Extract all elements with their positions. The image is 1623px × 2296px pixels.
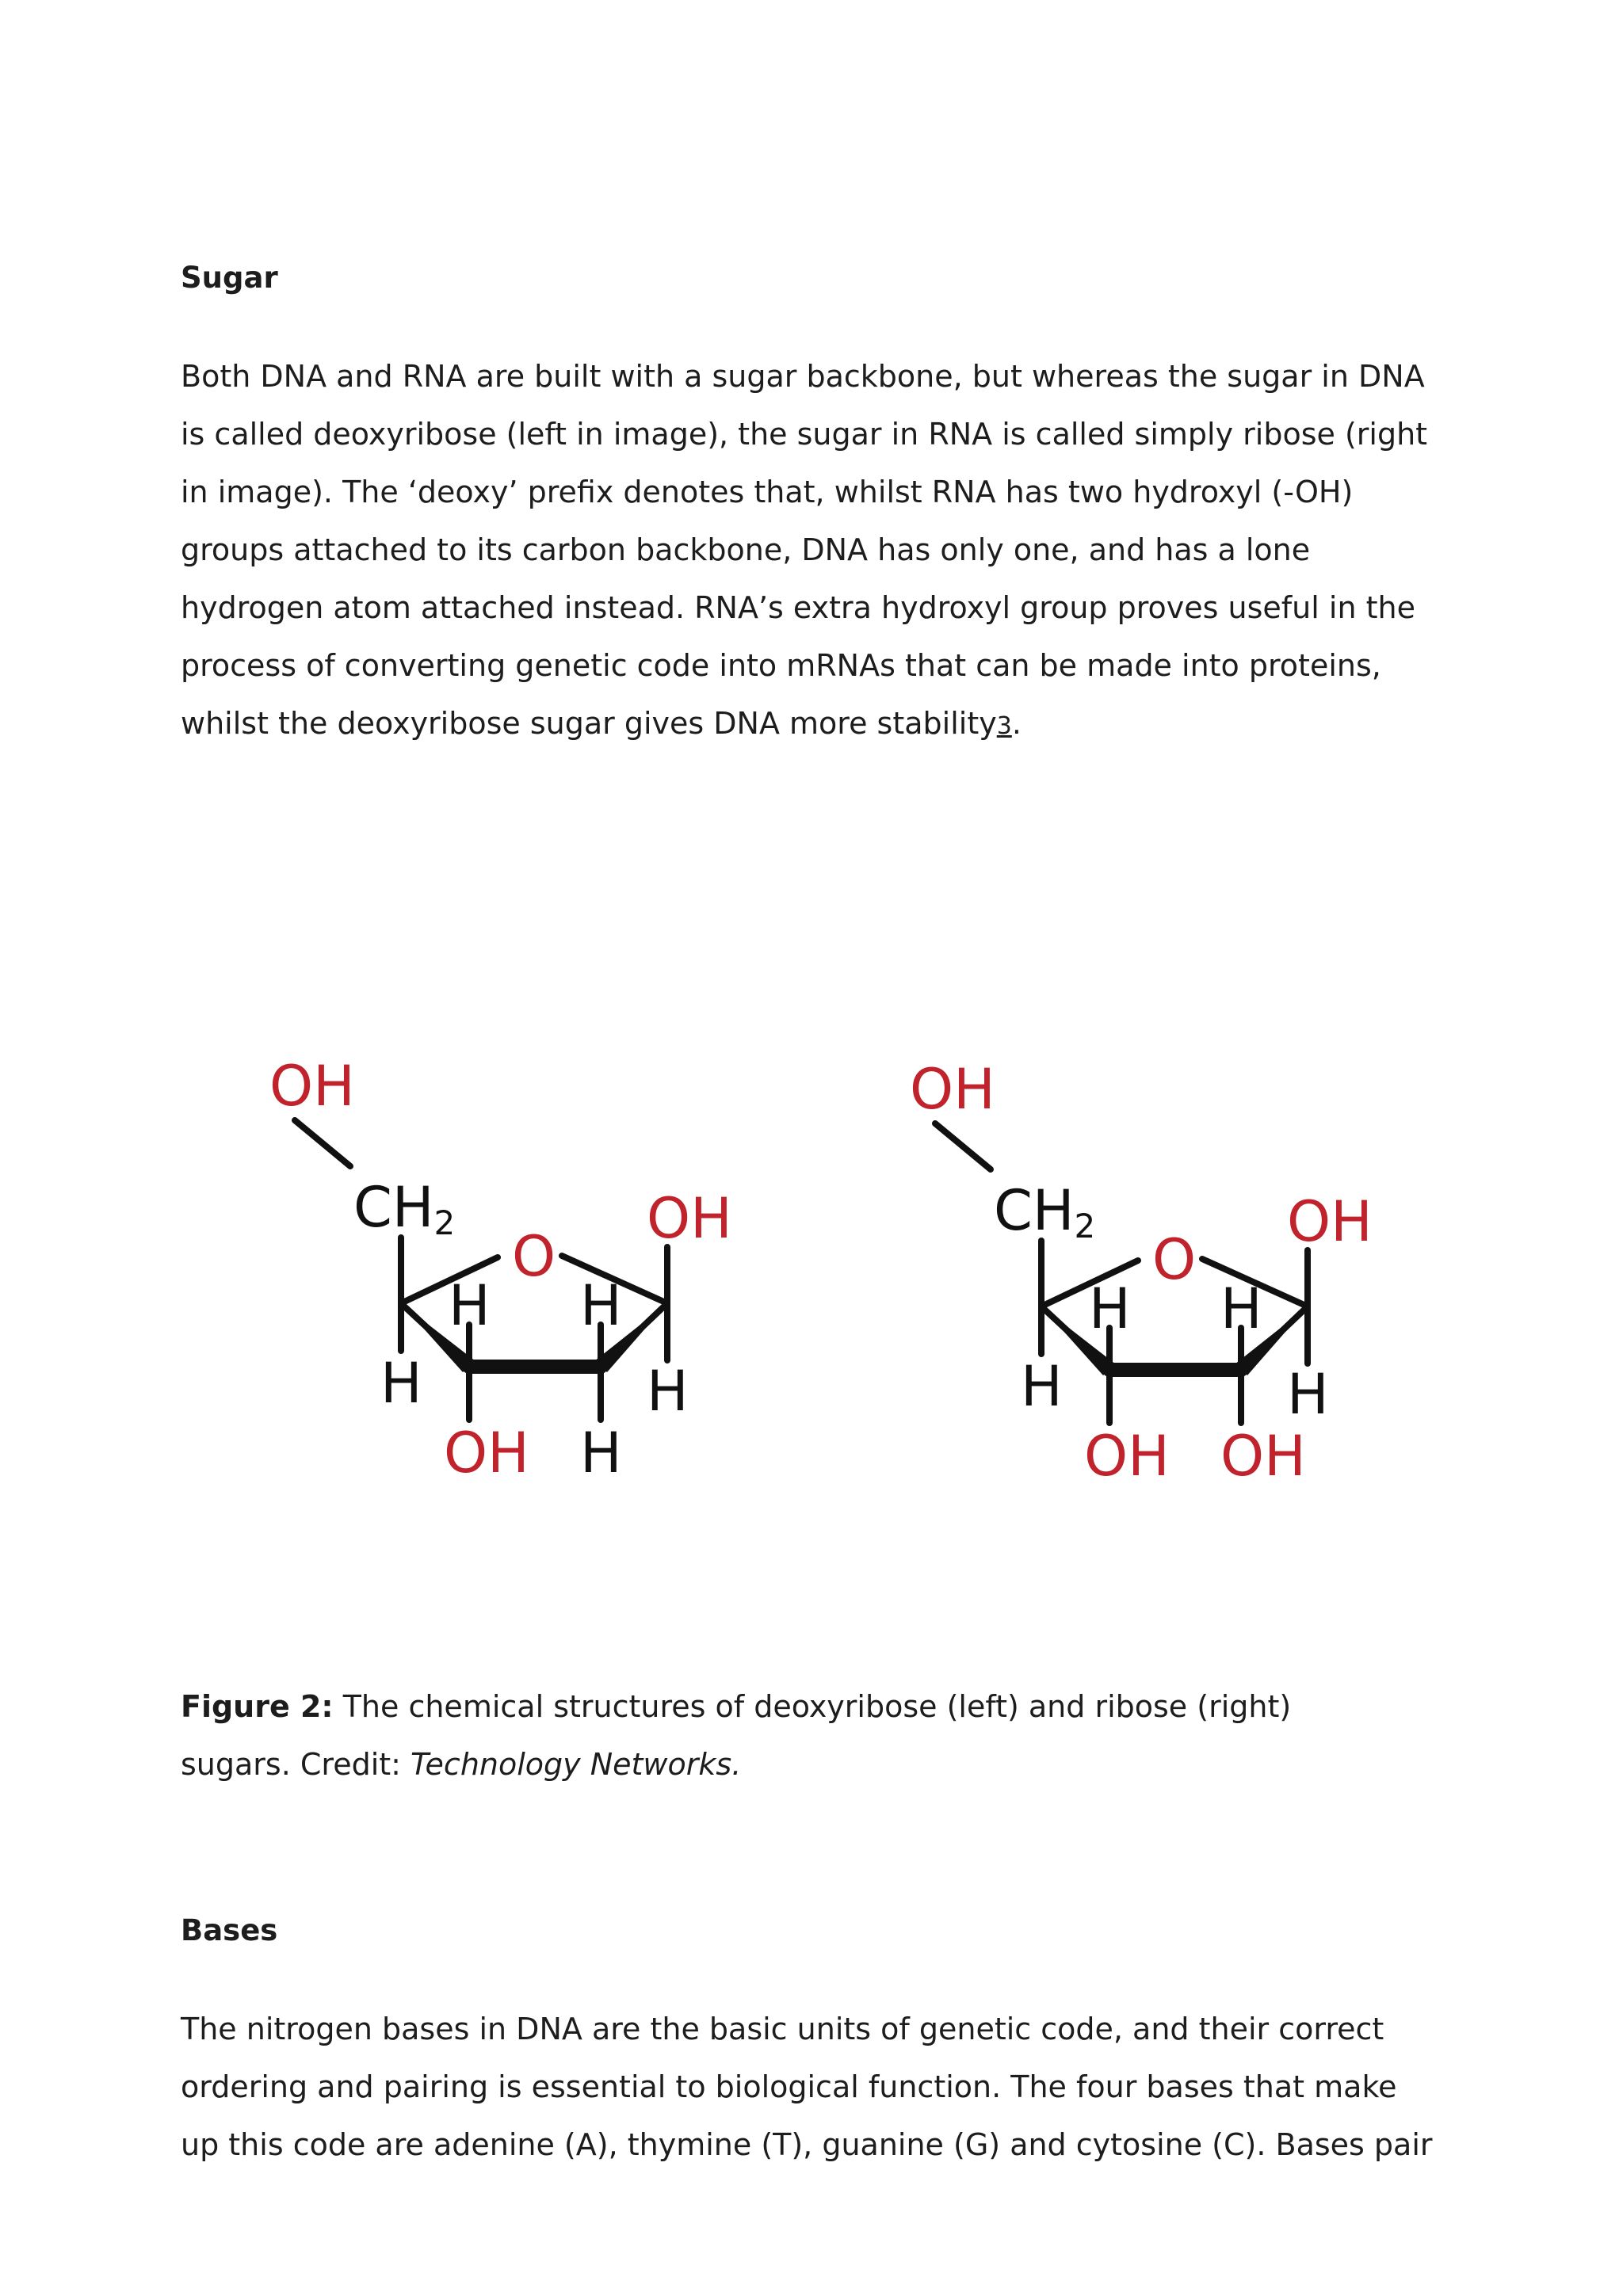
caption-line <box>181 1736 1465 1794</box>
ribose-h-inner-right: H <box>1220 1276 1262 1341</box>
paragraph-text: whilst the deoxyribose sugar gives DNA more stability <box>181 706 997 741</box>
ribose-bottom-oh-right: OH <box>1220 1424 1306 1489</box>
bond-line <box>935 1123 991 1169</box>
deoxyribose-h-right: H <box>647 1359 689 1424</box>
paragraph-line <box>181 695 1465 755</box>
bases-paragraph <box>181 2000 1465 2174</box>
bases-heading: Bases <box>181 1913 278 1947</box>
ribose-h-inner-left: H <box>1089 1276 1131 1341</box>
ch2-label: CH <box>353 1175 434 1240</box>
paragraph-line: groups attached to its carbon backbone, DNA has only one, and has a lone <box>181 532 1311 567</box>
paragraph-end: . <box>1011 706 1022 741</box>
deoxyribose-right-oh: OH <box>647 1186 732 1251</box>
deoxyribose-h-inner-left: H <box>449 1273 491 1338</box>
deoxyribose-ch2 <box>353 1175 455 1242</box>
bond-line <box>295 1120 350 1166</box>
sugar-heading: Sugar <box>181 261 278 295</box>
paragraph-line: The nitrogen bases in DNA are the basic units of genetic code, and their correct <box>181 2012 1384 2046</box>
deoxyribose-top-oh: OH <box>269 1054 355 1119</box>
ribose-h-right: H <box>1287 1362 1329 1427</box>
paragraph-line: process of converting genetic code into mRNAs that can be made into proteins, <box>181 648 1381 683</box>
ribose-right-oh: OH <box>1287 1189 1373 1254</box>
paragraph-line: is called deoxyribose (left in image), the sugar in RNA is called simply ribose (right <box>181 417 1428 452</box>
deoxyribose-structure <box>295 1120 667 1420</box>
paragraph-line: up this code are adenine (A), thymine (T), guanine (G) and cytosine (C). Bases pair <box>181 2127 1433 2162</box>
ribose-structure <box>935 1123 1308 1423</box>
ribose-h-left: H <box>1021 1354 1063 1419</box>
deoxyribose-h-inner-right: H <box>580 1273 622 1338</box>
deoxyribose-bottom-h: H <box>580 1421 622 1486</box>
ch2-subscript: 2 <box>433 1203 456 1242</box>
caption-label: Figure 2: <box>181 1689 334 1724</box>
caption-text: sugars. Credit: <box>181 1747 411 1782</box>
paragraph-line: in image). The ‘deoxy’ prefix denotes that, whilst RNA has two hydroxyl (-OH) <box>181 475 1354 509</box>
ch2-label: CH <box>994 1178 1075 1243</box>
ch2-subscript: 2 <box>1074 1207 1096 1245</box>
caption-line <box>181 1678 1465 1736</box>
ribose-top-oh: OH <box>910 1057 995 1122</box>
ribose-bottom-oh-left: OH <box>1084 1424 1170 1489</box>
caption-text: The chemical structures of deoxyribose (left) and ribose (right) <box>333 1689 1292 1724</box>
sugar-structures-diagram <box>181 1014 1465 1616</box>
paragraph-line: hydrogen atom attached instead. RNA’s extra hydroxyl group proves useful in the <box>181 590 1415 625</box>
paragraph-line: Both DNA and RNA are built with a sugar backbone, but whereas the sugar in DNA <box>181 359 1425 394</box>
deoxyribose-ring-oxygen: O <box>512 1224 556 1289</box>
figure-caption <box>181 1678 1465 1794</box>
ribose-ch2 <box>994 1178 1095 1245</box>
ribose-ring-oxygen: O <box>1152 1227 1197 1292</box>
deoxyribose-bottom-oh: OH <box>444 1421 529 1486</box>
deoxyribose-h-left: H <box>380 1351 422 1416</box>
paragraph-line: ordering and pairing is essential to biological function. The four bases that make <box>181 2069 1397 2104</box>
caption-credit: Technology Networks. <box>411 1747 742 1782</box>
reference-link[interactable]: 3 <box>996 712 1012 740</box>
sugar-paragraph <box>181 348 1465 755</box>
sugar-structures-figure <box>181 1014 1465 1616</box>
